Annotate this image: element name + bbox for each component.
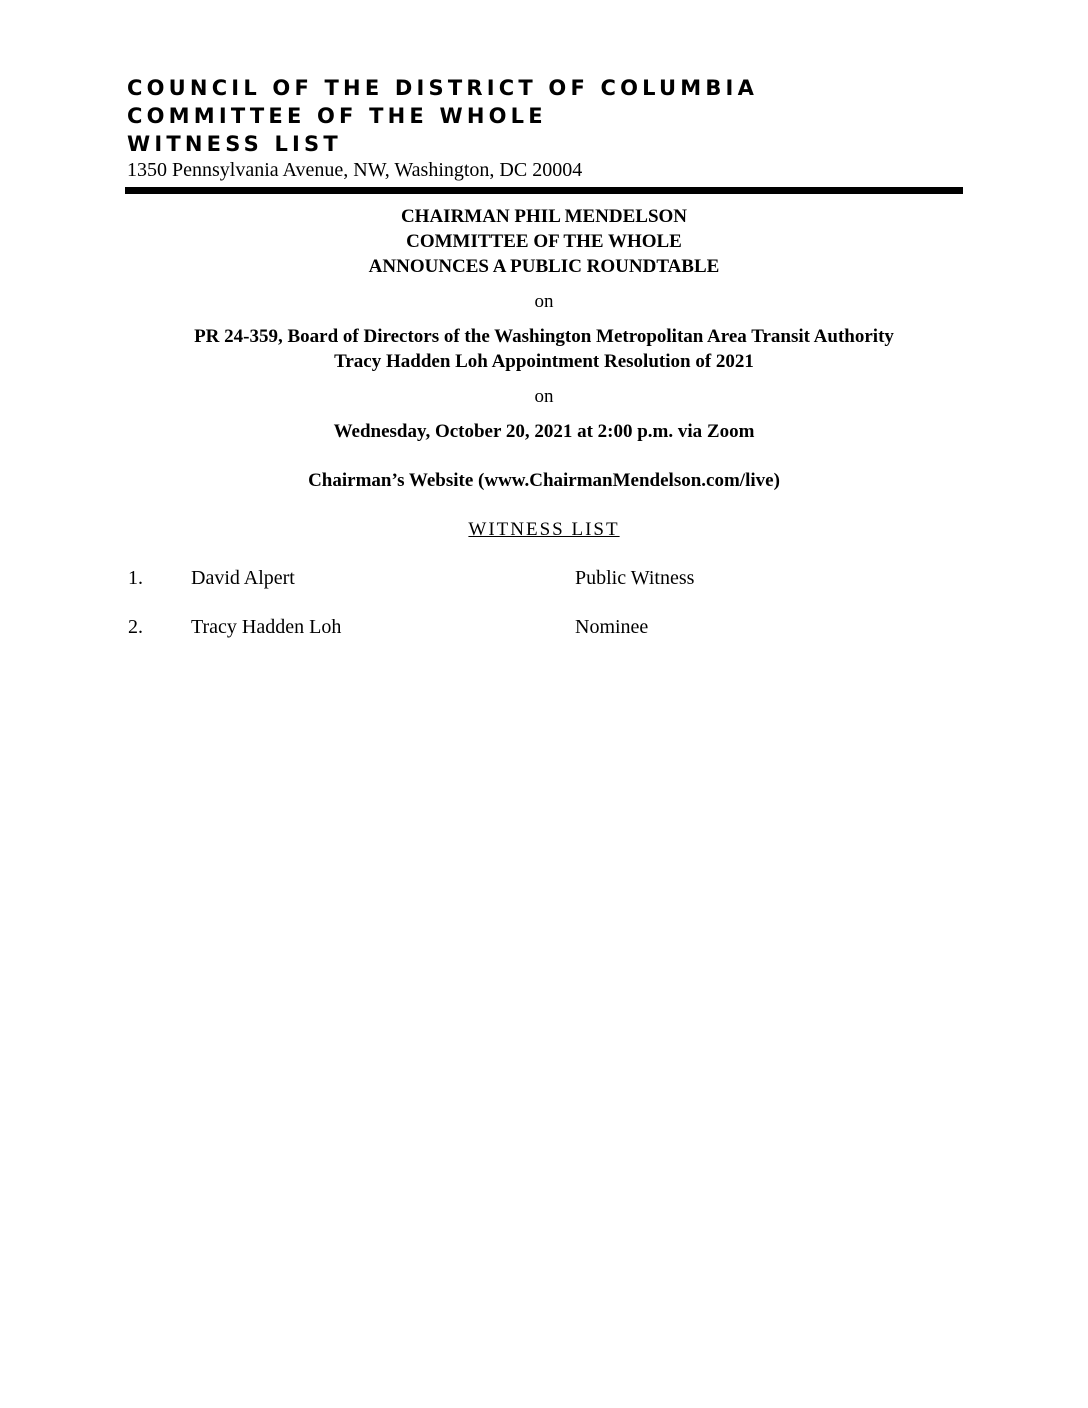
witness-list-heading-text: WITNESS LIST [468, 519, 620, 540]
letterhead [127, 74, 758, 158]
header-rule [125, 187, 963, 194]
witness-row [0, 615, 1088, 639]
letterhead-committee: COMMITTEE OF THE WHOLE [127, 104, 547, 128]
chairman-line: CHAIRMAN PHIL MENDELSON [400, 206, 688, 227]
witness-number: 1. [128, 567, 143, 589]
committee-line: COMMITTEE OF THE WHOLE [406, 231, 682, 252]
letterhead-title: WITNESS LIST [127, 132, 342, 156]
letterhead-address: 1350 Pennsylvania Avenue, NW, Washington, DC 20004 [127, 159, 583, 181]
witness-name: Tracy Hadden Loh [191, 616, 342, 638]
resolution-title-line1: PR 24-359, Board of Directors of the Washington Metropolitan Area Transit Authority [194, 326, 894, 347]
on-connector-2: on [534, 386, 554, 407]
letterhead-council: COUNCIL OF THE DISTRICT OF COLUMBIA [127, 76, 759, 100]
resolution-title-line2: Tracy Hadden Loh Appointment Resolution of 2021 [334, 351, 754, 372]
on-connector-1: on [534, 291, 554, 312]
witness-name: David Alpert [191, 567, 295, 589]
witness-role: Public Witness [575, 567, 695, 589]
website-line: Chairman’s Website (www.ChairmanMendelson.com/live) [308, 470, 780, 491]
announces-line: ANNOUNCES A PUBLIC ROUNDTABLE [368, 256, 720, 277]
witness-role: Nominee [575, 616, 649, 638]
witness-list-heading [125, 517, 963, 542]
witness-number: 2. [128, 616, 143, 638]
hearing-date: Wednesday, October 20, 2021 at 2:00 p.m. via Zoom [333, 421, 755, 442]
witness-row [0, 566, 1088, 590]
